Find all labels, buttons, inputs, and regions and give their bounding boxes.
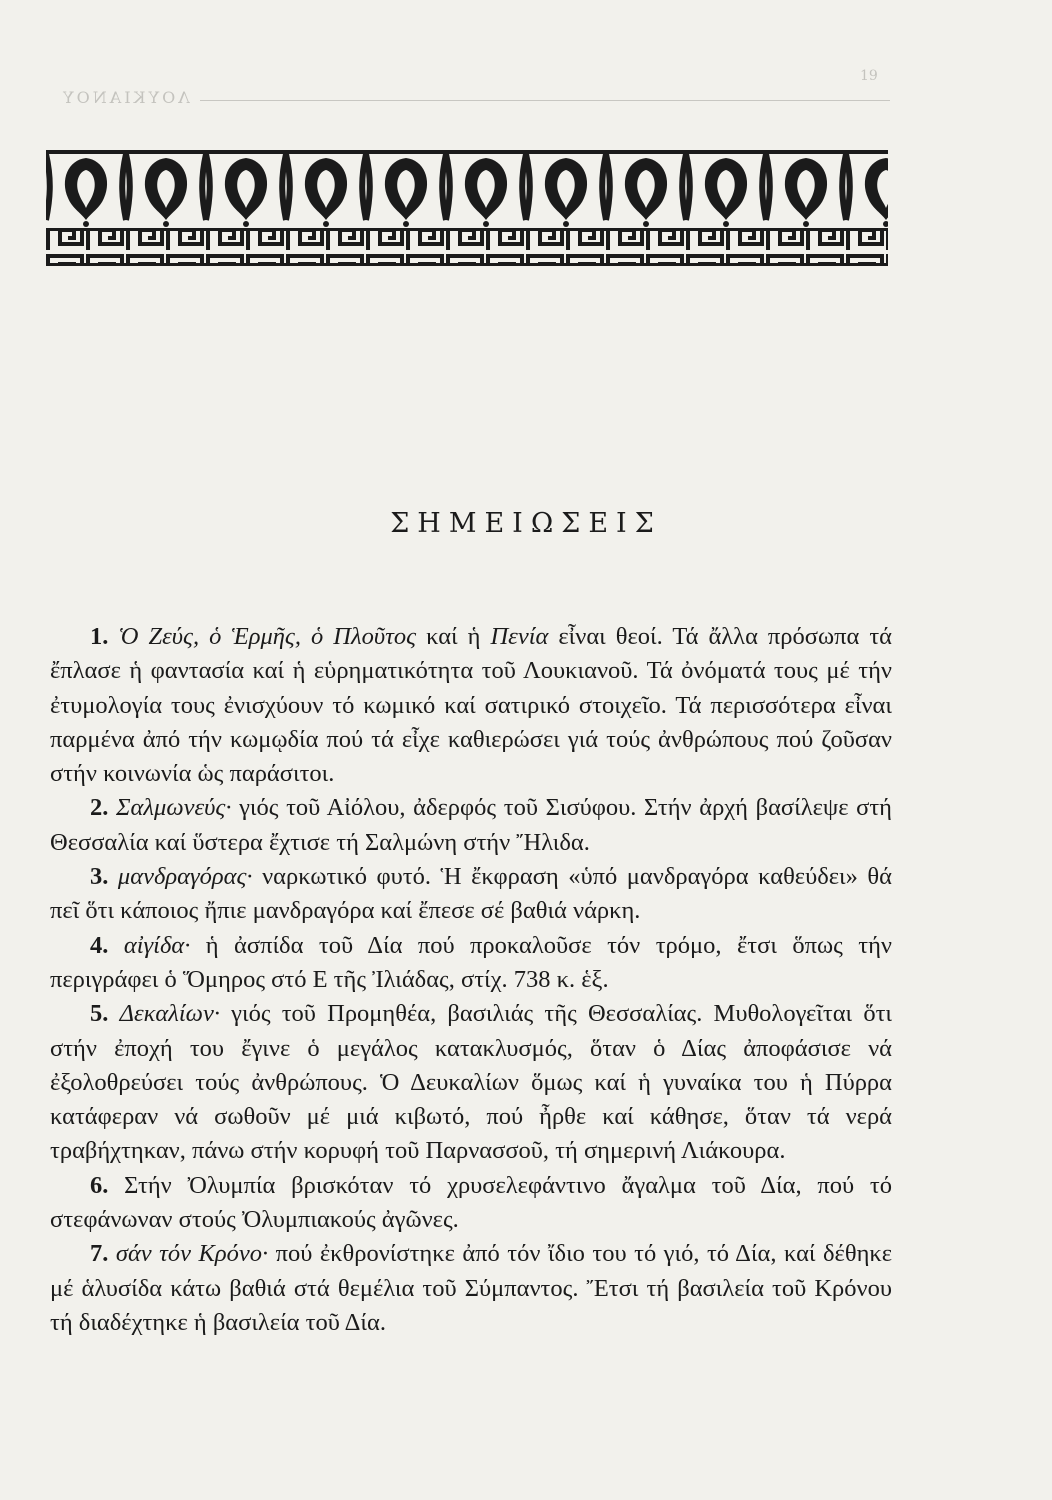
note-text: Στήν Ὀλυμπία βρισκόταν τό χρυσελεφάντινο ἄγαλμα τοῦ Δία, πού τό στεφάνωναν στούς Ὀλυμπιακούς ἀγῶνες. <box>50 1171 892 1234</box>
note-term: σάν τόν Κρόνο· <box>115 1240 269 1268</box>
note-3 <box>50 860 892 929</box>
note-text: πού ἐκθρονίστηκε ἀπό τόν ἴδιο του τό γιό, τό Δία, καί δέθηκε μέ ἁλυσίδα κάτω βαθιά στά θεμέλια τοῦ Σύμπαντος. Ἔτσι τή βασιλεία τοῦ Κρόνου τή διαδέχτηκε ἡ βασιλεία τοῦ Δία. <box>50 1240 893 1336</box>
note-number: 5. <box>90 1000 109 1028</box>
note-text: ἡ ἀσπίδα τοῦ Δία πού προκαλοῦσε τόν τρόμο, ἔτσι ὅπως τήν περιγράφει ὁ Ὅμηρος στό Ε τῆς Ἰλιάδας, στίχ. 738 κ. ἑξ. <box>50 931 892 993</box>
note-text: ναρκωτικό φυτό. Ἡ ἔκφραση «ὑπό μανδραγόρα καθεύδει» θά πεῖ ὅτι κάποιος ἤπιε μανδραγόρα καί ἔπεσε σέ βαθιά νάρκη. <box>50 863 892 925</box>
note-4 <box>50 929 892 998</box>
page-title: ΣΗΜΕΙΩΣΕΙΣ <box>390 508 662 539</box>
note-text: γιός τοῦ Αἰόλου, ἀδερφός τοῦ Σισύφου. Στήν ἀρχή βασίλεψε στή Θεσσαλία καί ὕστερα ἔχτισε τή Σαλμώνη στήν Ἤλιδα. <box>50 794 892 856</box>
note-term: μανδραγόρας· <box>117 863 253 891</box>
note-number: 3. <box>90 863 109 891</box>
note-text: εἶναι θεοί. Τά ἄλλα πρόσωπα τά ἔπλασε ἡ φαντασία καί ἡ εὑρηματικότητα τοῦ Λουκιανοῦ. Τά ὀνόματά τους μέ τήν ἐτυμολογία τους ἐνισχύουν τό κωμικό καί σατιρικό στοιχεῖο. Τά περισσότερα εἶναι παρμένα ἀπό τήν κωμῳδία πού τά εἶχε καθιερώσει γιά τούς ἀνθρώπους πού ζοῦσαν στήν κοινωνία ὡς παράσιτοι. <box>50 623 892 788</box>
bleed-rule <box>200 100 890 101</box>
note-term: Πενία <box>490 623 549 650</box>
bleed-header: ΛΟΥΚΙΑΝΟΥ <box>60 88 190 107</box>
note-2 <box>50 791 892 860</box>
note-1 <box>50 620 892 791</box>
note-term: Ὁ Ζεύς, ὁ Ἑρμῆς, ὁ Πλοῦτος <box>118 623 417 650</box>
notes-list <box>50 620 892 1340</box>
note-term: Σαλμωνεύς· <box>116 794 232 822</box>
note-number: 1. <box>90 623 109 650</box>
note-number: 6. <box>90 1171 109 1199</box>
greek-key-ornament <box>46 150 888 266</box>
note-text: καί ἡ <box>416 623 491 650</box>
note-number: 7. <box>90 1240 109 1268</box>
note-number: 4. <box>90 931 109 959</box>
note-term: αἰγίδα· <box>123 931 191 959</box>
bleed-page-number: 19 <box>860 68 878 84</box>
note-term: Δεκαλίων· <box>119 1000 220 1028</box>
note-text: γιός τοῦ Προμηθέα, βασιλιάς τῆς Θεσσαλίας. Μυθολογεῖται ὅτι στήν ἐποχή του ἔγινε ὁ μεγάλος κατακλυσμός, ὅταν ὁ Δίας ἀποφάσισε νά ἐξολοθρεύσει τούς ἀνθρώπους. Ὁ Δευκαλίων ὅμως καί ἡ γυναίκα του ἡ Πύρρα κατάφεραν νά σωθοῦν μέ μιά κιβωτό, πού ἦρθε καί κάθησε, ὅταν τά νερά τραβήχτηκαν, πάνω στήν κορυφή τοῦ Παρνασσοῦ, τή σημερινή Λιάκουρα. <box>50 1000 893 1165</box>
note-number: 2. <box>90 794 109 822</box>
note-5 <box>50 997 892 1168</box>
note-7 <box>50 1237 892 1340</box>
note-6 <box>50 1169 892 1238</box>
